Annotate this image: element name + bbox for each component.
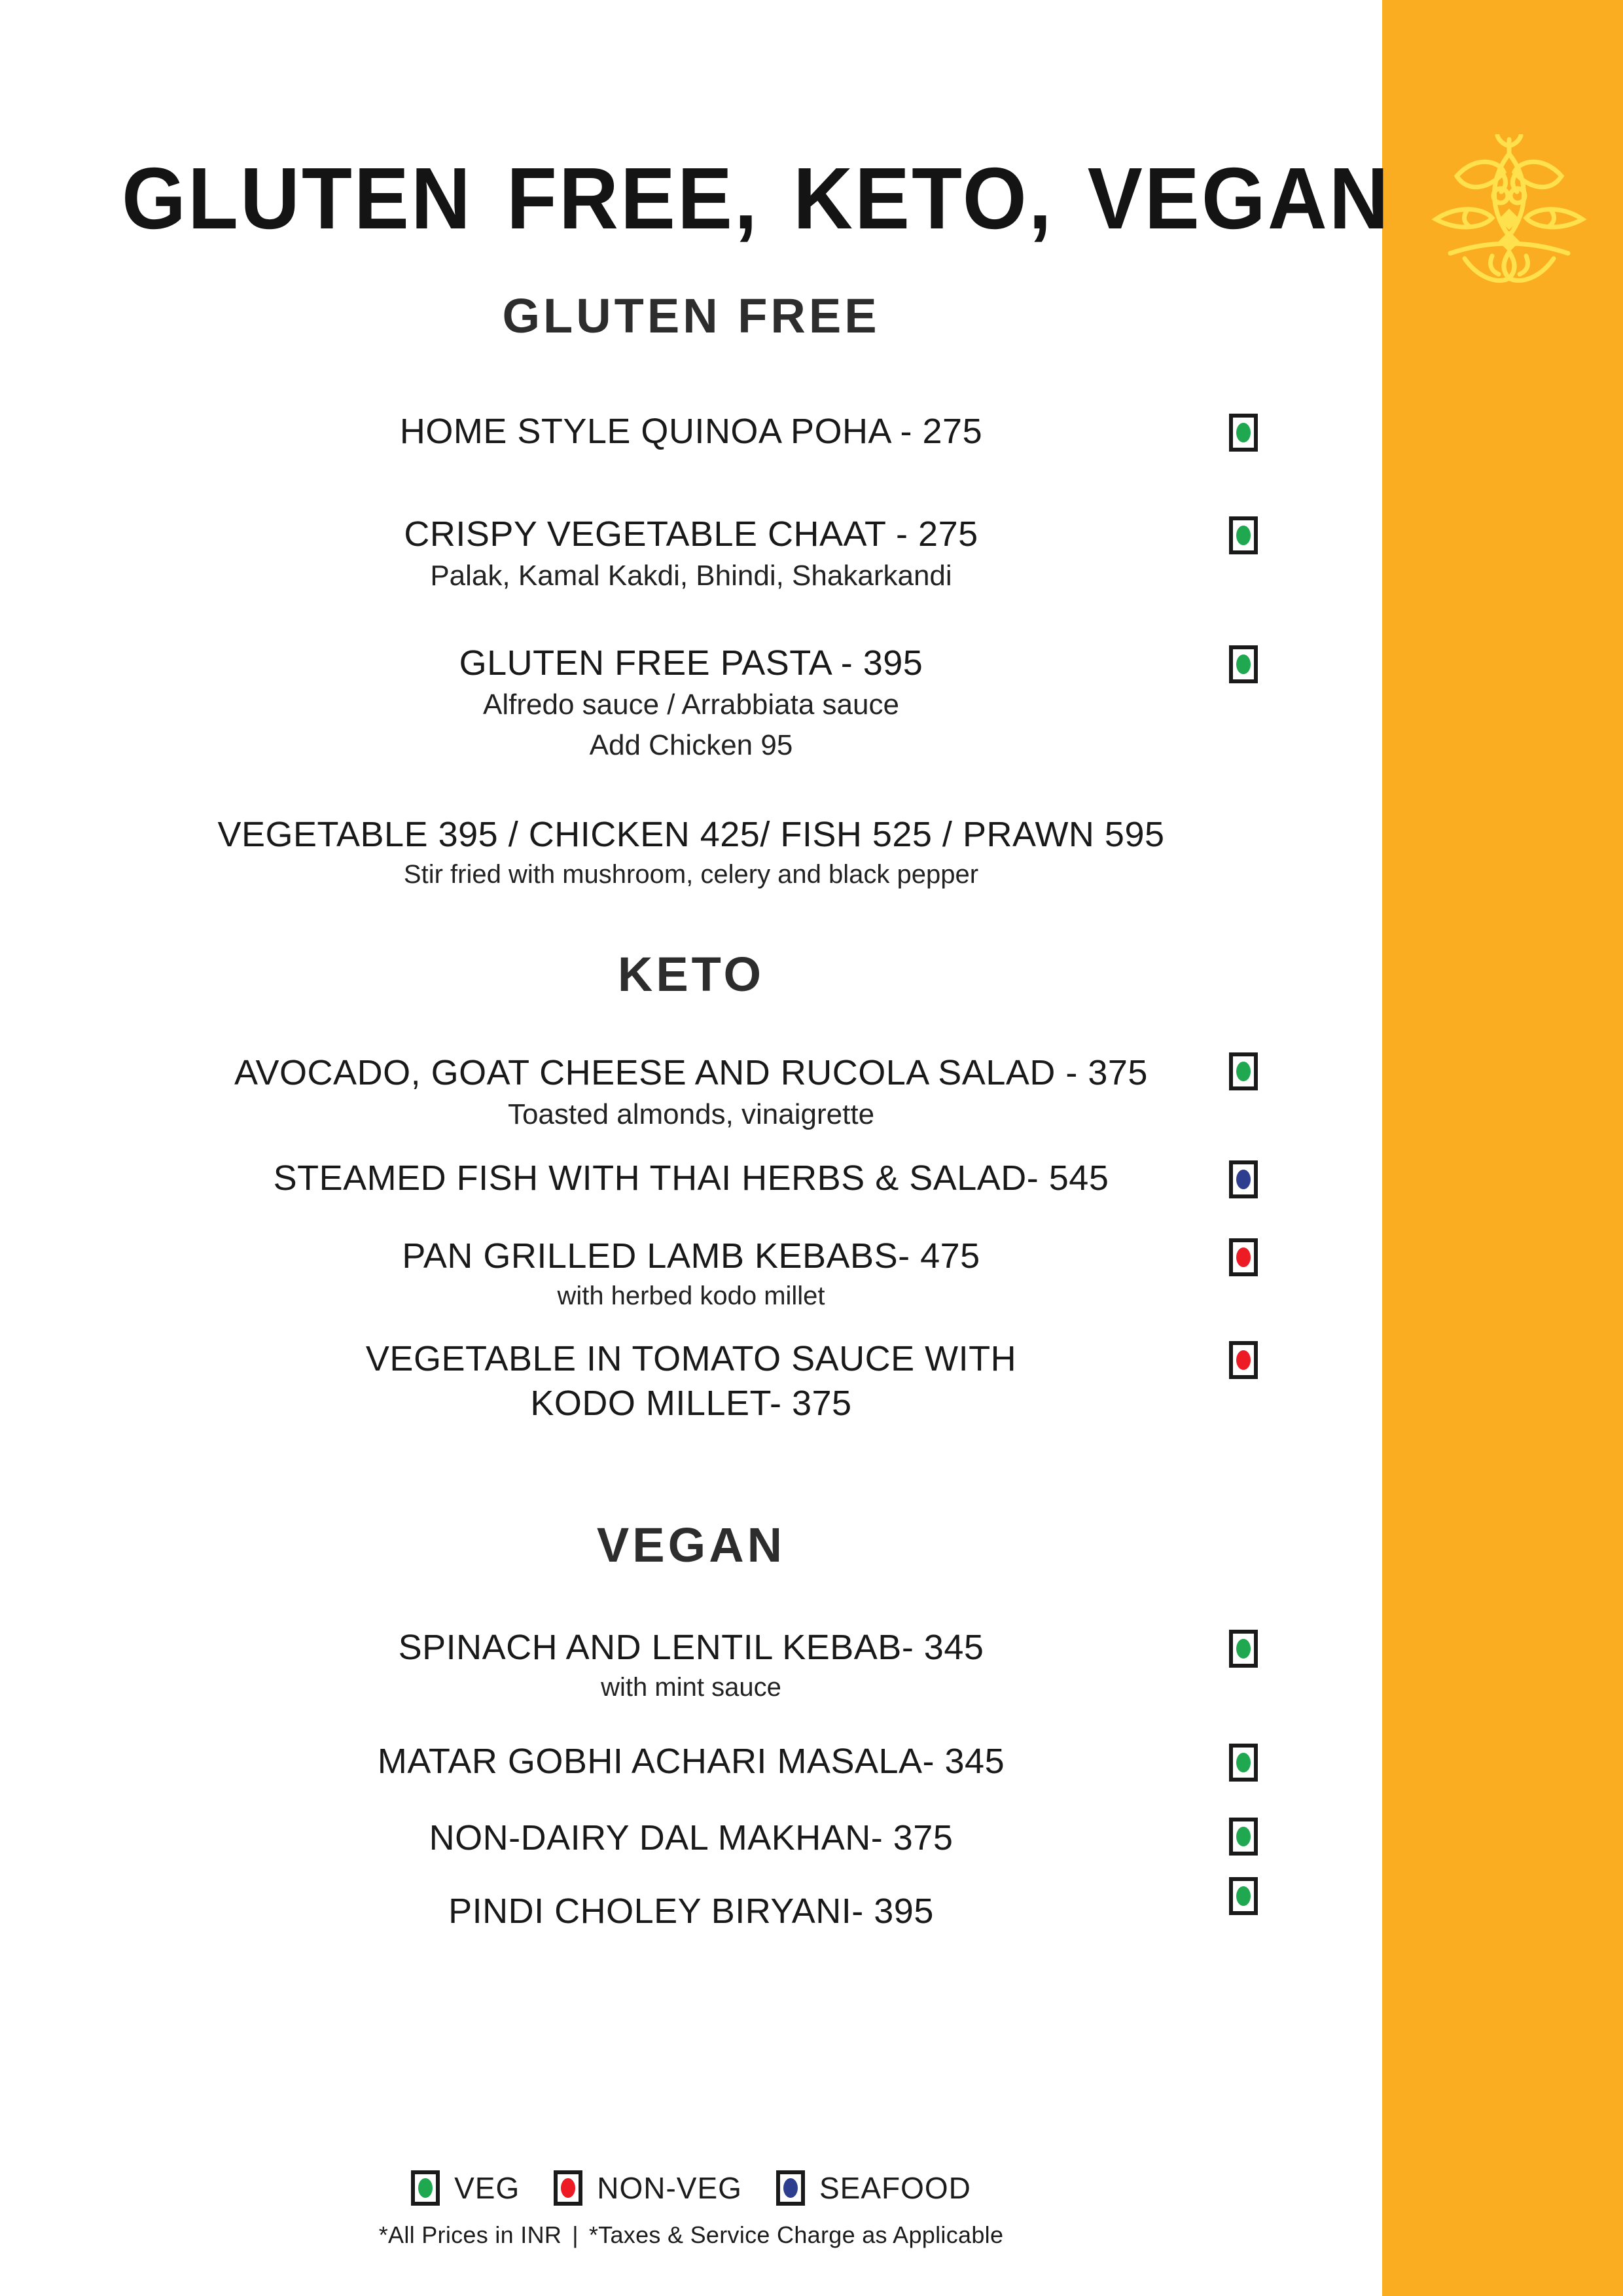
menu-item [0, 1890, 1382, 1933]
legend-label: VEG [454, 2171, 520, 2205]
menu-item [0, 641, 1382, 766]
legend-label: NON-VEG [597, 2171, 742, 2205]
menu-item [0, 1337, 1382, 1426]
menu-item-description: Alfredo sauce / Arrabbiata sauce [483, 689, 899, 721]
legend-item-seafood [776, 2170, 971, 2206]
disclaimer-divider: | [572, 2221, 579, 2248]
menu-item-name: GLUTEN FREE PASTA - 395 [459, 643, 923, 683]
section-heading-gluten-free: GLUTEN FREE [502, 289, 880, 343]
menu-item [0, 1051, 1382, 1135]
veg-marker-icon [1229, 1744, 1258, 1782]
menu-item [0, 1234, 1382, 1314]
disclaimer-right: *Taxes & Service Charge as Applicable [588, 2221, 1004, 2248]
menu-item-description: Toasted almonds, vinaigrette [507, 1098, 875, 1130]
veg-marker-icon [1229, 1877, 1258, 1915]
legend-label: SEAFOOD [819, 2171, 971, 2205]
veg-marker-icon [411, 2170, 440, 2206]
non-veg-marker-icon [1229, 1238, 1258, 1276]
menu-item-name: NON-DAIRY DAL MAKHAN- 375 [429, 1818, 954, 1857]
menu-item [0, 813, 1382, 893]
disclaimer-left: *All Prices in INR [378, 2221, 562, 2248]
legend-item-veg [411, 2170, 520, 2206]
non-veg-marker-icon [1229, 1341, 1258, 1379]
menu-item-description: with herbed kodo millet [557, 1282, 825, 1310]
menu-item-addon: Add Chicken 95 [589, 729, 793, 761]
menu-item-name: AVOCADO, GOAT CHEESE AND RUCOLA SALAD - 375 [234, 1053, 1148, 1092]
menu-item [0, 1816, 1382, 1859]
section-heading-keto: KETO [617, 947, 765, 1001]
menu-item-description: Palak, Kamal Kakdi, Bhindi, Shakarkandi [430, 560, 952, 592]
menu-item-description: Stir fried with mushroom, celery and black pepper [403, 860, 979, 889]
menu-item-name-line2: KODO MILLET- 375 [530, 1384, 852, 1423]
menu-item-name: CRISPY VEGETABLE CHAAT - 275 [404, 514, 978, 554]
menu-item [0, 1157, 1382, 1200]
non-veg-marker-icon [554, 2170, 582, 2206]
menu-item [0, 512, 1382, 596]
menu-item-name: PINDI CHOLEY BIRYANI- 395 [448, 1892, 934, 1931]
seafood-marker-icon [1229, 1160, 1258, 1198]
menu-item-name: VEGETABLE 395 / CHICKEN 425/ FISH 525 / PRAWN 595 [217, 815, 1165, 854]
menu-item-description: with mint sauce [601, 1673, 781, 1702]
legend-item-non-veg [554, 2170, 742, 2206]
veg-marker-icon [1229, 414, 1258, 452]
section-heading-vegan: VEGAN [596, 1518, 786, 1572]
menu-item [0, 1626, 1382, 1706]
menu-item-name: STEAMED FISH WITH THAI HERBS & SALAD- 545 [273, 1158, 1109, 1198]
menu-item-name: HOME STYLE QUINOA POHA - 275 [399, 412, 983, 451]
marker-legend [0, 2170, 1382, 2206]
veg-marker-icon [1229, 1630, 1258, 1668]
veg-marker-icon [1229, 645, 1258, 683]
menu-item-name: MATAR GOBHI ACHARI MASALA- 345 [377, 1742, 1005, 1781]
side-band [1382, 0, 1623, 2296]
menu-item [0, 410, 1382, 453]
price-disclaimer [0, 2221, 1382, 2249]
menu-item-name: VEGETABLE IN TOMATO SAUCE WITH [365, 1339, 1017, 1378]
menu-item [0, 1740, 1382, 1783]
page-title: GLUTEN FREE, KETO, VEGAN [122, 149, 1391, 247]
veg-marker-icon [1229, 1052, 1258, 1090]
veg-marker-icon [1229, 516, 1258, 554]
menu-item-name: SPINACH AND LENTIL KEBAB- 345 [398, 1628, 984, 1667]
seafood-marker-icon [776, 2170, 805, 2206]
veg-marker-icon [1229, 1818, 1258, 1856]
menu-item-name: PAN GRILLED LAMB KEBABS- 475 [402, 1236, 980, 1276]
floral-ornament-icon [1431, 134, 1588, 298]
